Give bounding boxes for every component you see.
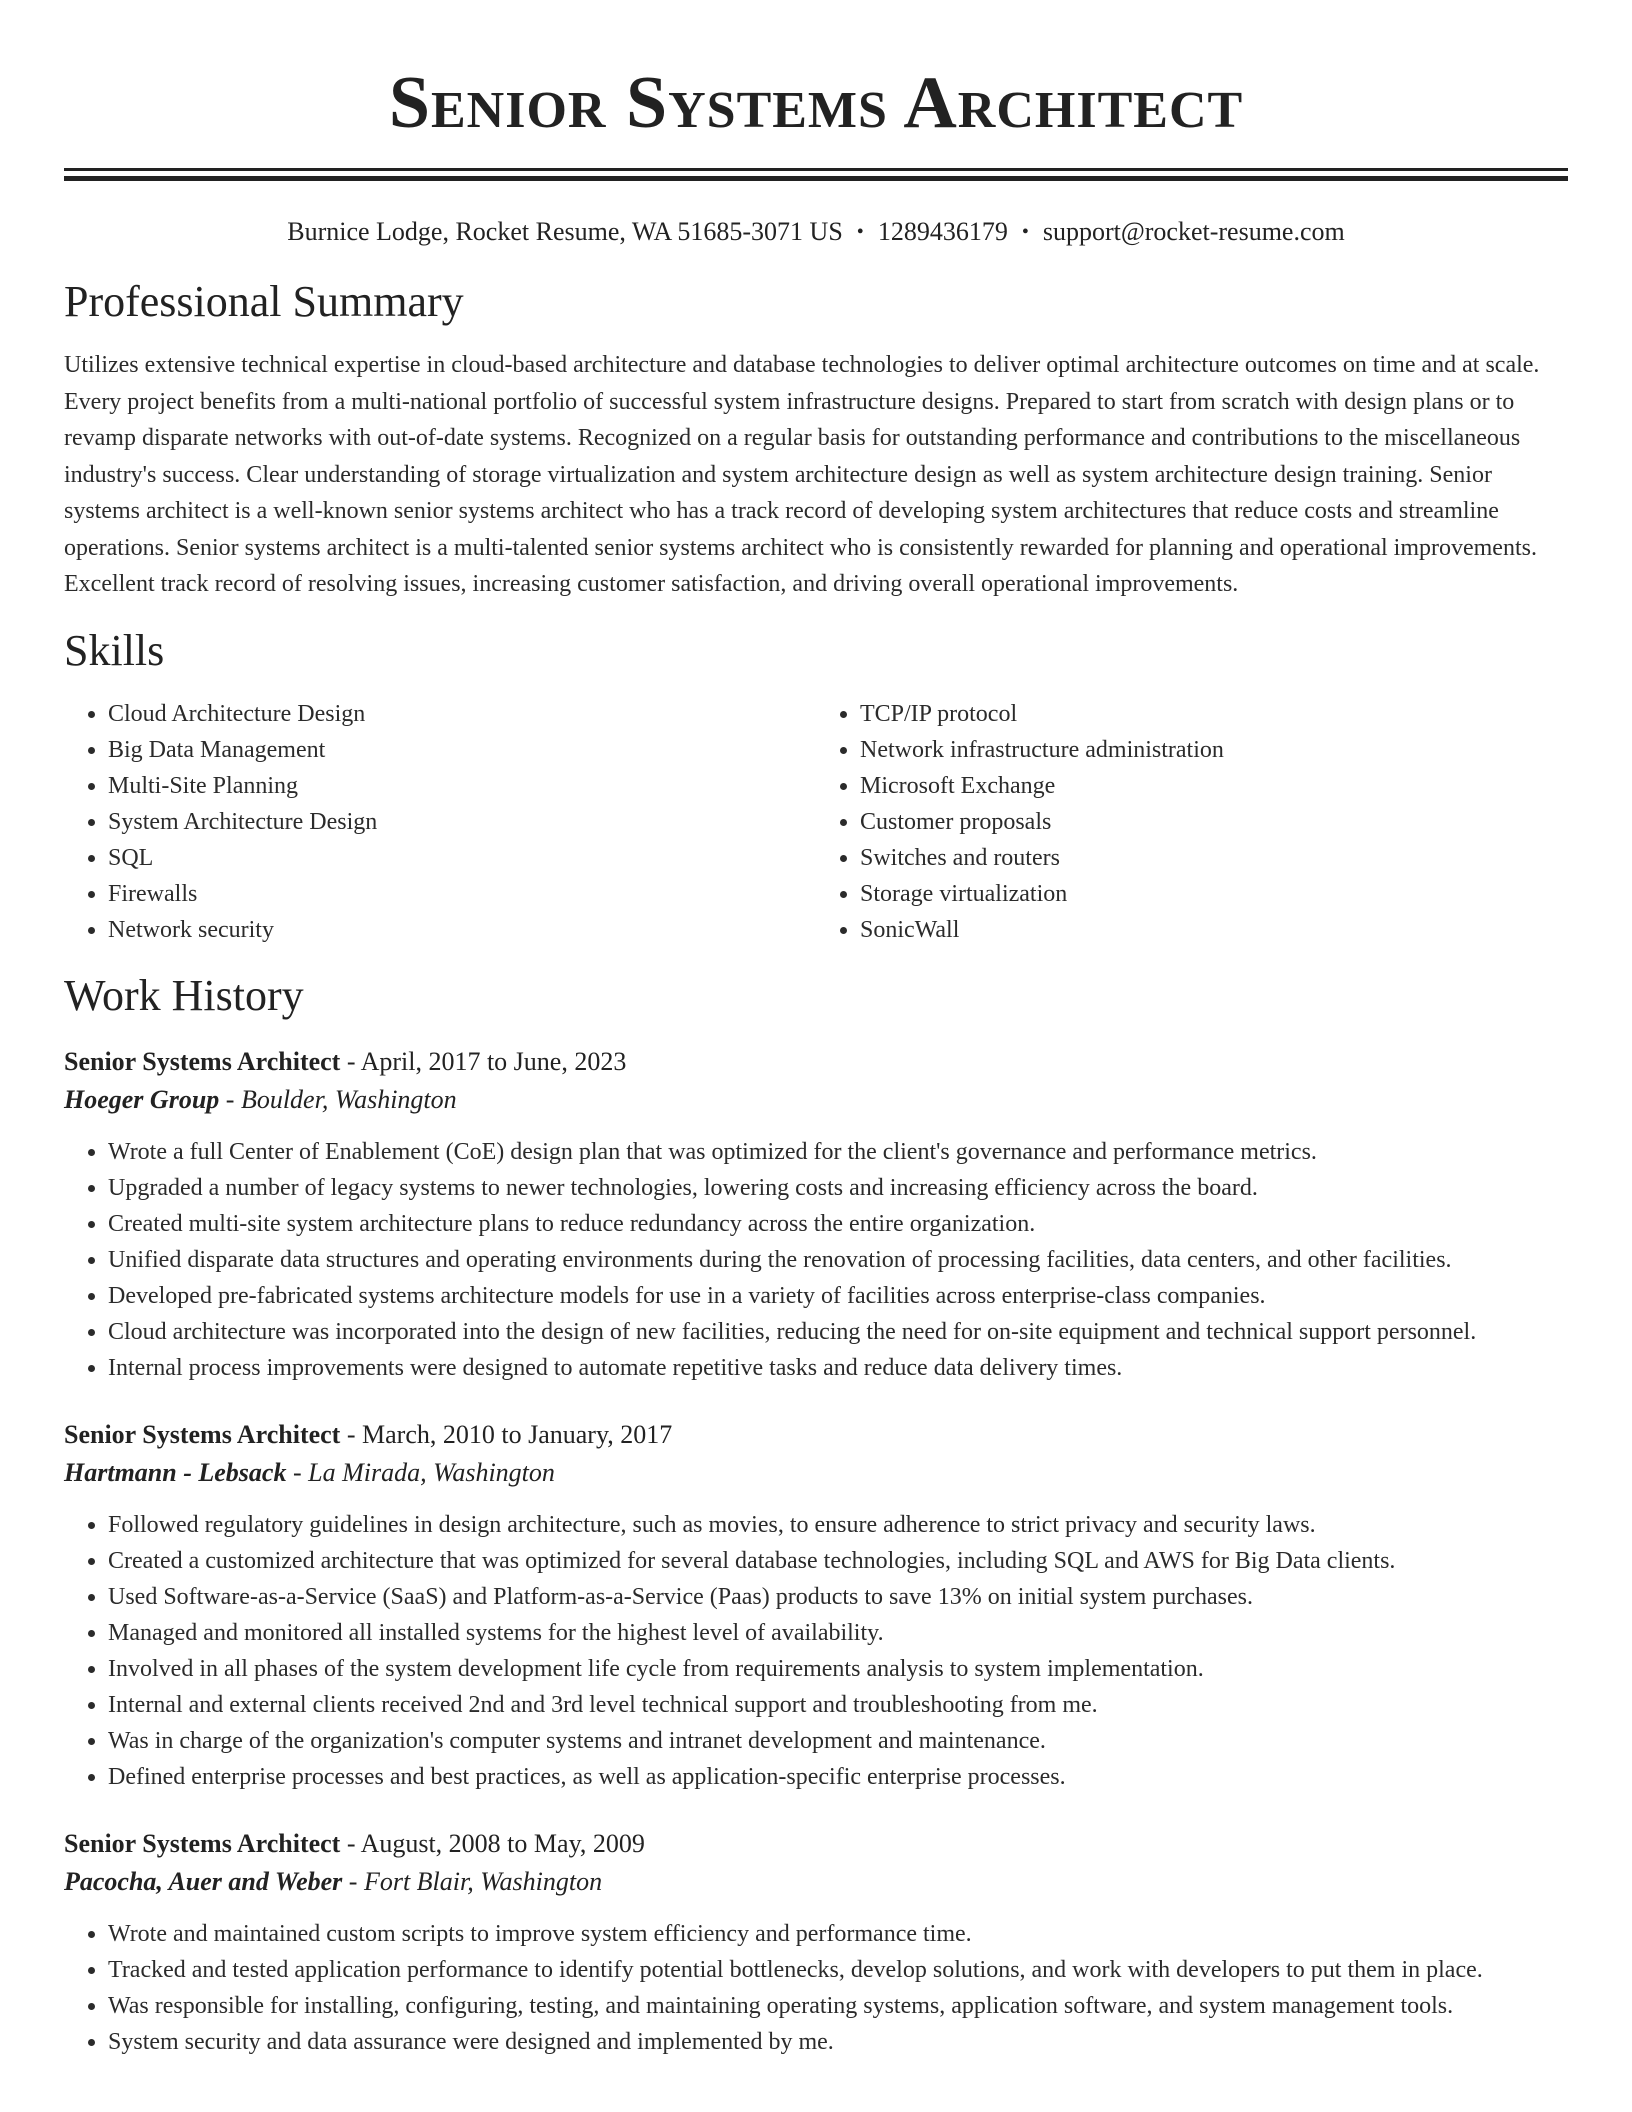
skills-heading: Skills <box>64 625 165 675</box>
job-duties <box>64 1134 1568 1386</box>
contact-phone: 1289436179 <box>877 217 1008 246</box>
skill-item: • Network infrastructure administration <box>860 732 1568 768</box>
resume-name: Senior Systems Architect <box>388 62 1244 144</box>
duty-item: • Was responsible for installing, configuring, testing, and maintaining operating systems, application software, and system management tools. <box>108 1988 1568 2024</box>
work-history-heading: Work History <box>64 970 304 1020</box>
skill-item: • Storage virtualization <box>860 876 1568 912</box>
duty-item: • Used Software-as-a-Service (SaaS) and Platform-as-a-Service (Paas) products to save 13% on initial system purchases. <box>108 1579 1568 1615</box>
job-dates: - April, 2017 to June, 2023 <box>340 1046 627 1076</box>
duty-item: • Involved in all phases of the system development life cycle from requirements analysis to system implementation. <box>108 1651 1568 1687</box>
skill-item: • Network security <box>108 912 816 948</box>
duty-item: • Internal process improvements were designed to automate repetitive tasks and reduce data delivery times. <box>108 1350 1568 1386</box>
skill-item: • Big Data Management <box>108 732 816 768</box>
job-title-line <box>64 1043 1568 1081</box>
duty-item: • Upgraded a number of legacy systems to newer technologies, lowering costs and increasing efficiency across the board. <box>108 1170 1568 1206</box>
skill-item: • Switches and routers <box>860 840 1568 876</box>
skill-item: • TCP/IP protocol <box>860 696 1568 732</box>
skill-item: • Cloud Architecture Design <box>108 696 816 732</box>
job-location: - Boulder, Washington <box>219 1084 457 1114</box>
job-company: Hoeger Group <box>64 1084 220 1114</box>
skills-columns <box>64 696 1568 948</box>
job-dates: - August, 2008 to May, 2009 <box>340 1828 645 1858</box>
duty-item: • Managed and monitored all installed systems for the highest level of availability. <box>108 1615 1568 1651</box>
job-title-line <box>64 1416 1568 1454</box>
skill-item: • SQL <box>108 840 816 876</box>
job-dates: - March, 2010 to January, 2017 <box>340 1419 673 1449</box>
job-role: Senior Systems Architect <box>64 1828 341 1858</box>
skill-item: • Firewalls <box>108 876 816 912</box>
job-role: Senior Systems Architect <box>64 1419 341 1449</box>
duty-item: • Unified disparate data structures and operating environments during the renovation of processing facilities, data centers, and other facilities. <box>108 1242 1568 1278</box>
contact-separator: • <box>856 221 864 243</box>
job-company-line <box>64 1081 1568 1119</box>
skill-item: • Customer proposals <box>860 804 1568 840</box>
duty-item: • Created multi-site system architecture plans to reduce redundancy across the entire organization. <box>108 1206 1568 1242</box>
summary-text: Utilizes extensive technical expertise in cloud-based architecture and database technologies to deliver optimal architecture outcomes on time and at scale. Every project benefits from a multi-national portfolio of successful system infrastructure designs. Prepared to start from scratch with design plans or to revamp disparate networks with out-of-date systems. Recognized on a regular basis for outstanding performance and contributions to the miscellaneous industry's success. Clear understanding of storage virtualization and system architecture design as well as system architecture design training. Senior systems architect is a well-known senior systems architect who has a track record of developing system architectures that reduce costs and streamline operations. Senior systems architect is a multi-talented senior systems architect who is consistently rewarded for planning and operational improvements. Excellent track record of resolving issues, increasing customer satisfaction, and driving overall operational improvements. <box>64 352 1540 597</box>
duty-item: • Wrote and maintained custom scripts to improve system efficiency and performance time. <box>108 1916 1568 1952</box>
job-location: - Fort Blair, Washington <box>342 1866 603 1896</box>
contact-separator: • <box>1021 221 1029 243</box>
header-rule-top <box>64 168 1568 171</box>
skill-item: • Microsoft Exchange <box>860 768 1568 804</box>
job-company-line <box>64 1863 1568 1901</box>
contact-line <box>64 215 1568 249</box>
job-title-line <box>64 1825 1568 1863</box>
contact-address: Burnice Lodge, Rocket Resume, WA 51685-3071 US <box>287 217 843 246</box>
skills-list-left <box>64 696 816 948</box>
duty-item: • Developed pre-fabricated systems architecture models for use in a variety of facilities across enterprise-class companies. <box>108 1278 1568 1314</box>
duty-item: • Defined enterprise processes and best practices, as well as application-specific enterprise processes. <box>108 1759 1568 1795</box>
skill-item: • System Architecture Design <box>108 804 816 840</box>
duty-item: • Cloud architecture was incorporated into the design of new facilities, reducing the need for on-site equipment and technical support personnel. <box>108 1314 1568 1350</box>
job-company-line <box>64 1454 1568 1492</box>
job-duties <box>64 1916 1568 2060</box>
duty-item: • Followed regulatory guidelines in design architecture, such as movies, to ensure adherence to strict privacy and security laws. <box>108 1507 1568 1543</box>
job-entry <box>64 1043 1568 1386</box>
contact-email: support@rocket-resume.com <box>1042 217 1345 246</box>
job-duties <box>64 1507 1568 1795</box>
job-company: Pacocha, Auer and Weber <box>64 1866 343 1896</box>
job-entry <box>64 1416 1568 1795</box>
duty-item: • Wrote a full Center of Enablement (CoE) design plan that was optimized for the client's governance and performance metrics. <box>108 1134 1568 1170</box>
duty-item: • Was in charge of the organization's computer systems and intranet development and maintenance. <box>108 1723 1568 1759</box>
job-role: Senior Systems Architect <box>64 1046 341 1076</box>
duty-item: • Internal and external clients received 2nd and 3rd level technical support and troubleshooting from me. <box>108 1687 1568 1723</box>
duty-item: • System security and data assurance were designed and implemented by me. <box>108 2024 1568 2060</box>
job-company: Hartmann - Lebsack <box>64 1457 287 1487</box>
job-entry <box>64 1825 1568 2060</box>
duty-item: • Tracked and tested application performance to identify potential bottlenecks, develop solutions, and work with developers to put them in place. <box>108 1952 1568 1988</box>
summary-heading: Professional Summary <box>64 277 464 326</box>
header-rule-bottom <box>64 176 1568 181</box>
skill-item: • SonicWall <box>860 912 1568 948</box>
skill-item: • Multi-Site Planning <box>108 768 816 804</box>
job-location: - La Mirada, Washington <box>286 1457 555 1487</box>
duty-item: • Created a customized architecture that was optimized for several database technologies, including SQL and AWS for Big Data clients. <box>108 1543 1568 1579</box>
skills-list-right <box>816 696 1568 948</box>
